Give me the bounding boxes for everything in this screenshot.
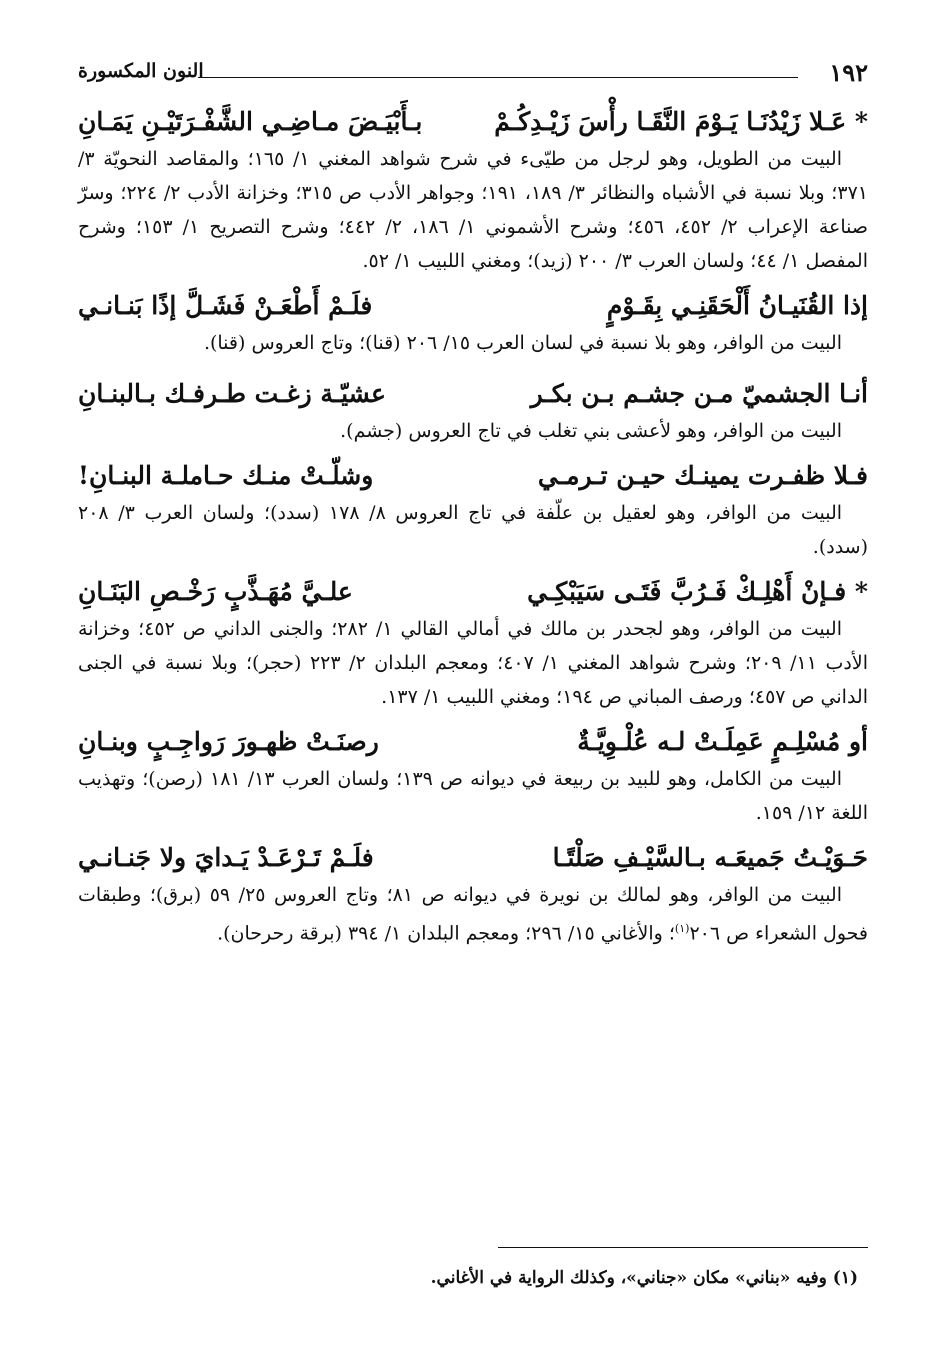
verse-line bbox=[78, 286, 868, 326]
verse-commentary bbox=[78, 878, 868, 950]
verse-second-hemistich: بـأَبْيَـضَ مـاضِـي الشَّفْـرَتَيْـنِ يَمَـانِ bbox=[78, 107, 423, 136]
footnote-rule bbox=[498, 1247, 868, 1248]
verse-first-hemistich: أنـا الجشميّ مـن جشـم بـن بكـر bbox=[530, 379, 868, 408]
verse-line bbox=[78, 456, 868, 496]
page-number: ١٩٢ bbox=[829, 58, 868, 87]
verse-line bbox=[78, 374, 868, 414]
verse-second-hemistich: علـيَّ مُهَـذَّبٍ رَخْـصِ البَنَـانِ bbox=[78, 577, 353, 606]
verse-line bbox=[78, 572, 868, 612]
verse-commentary: البيت من الطويل، وهو لرجل من طيّىء في شرح شواهد المغني ١/ ١٦٥؛ والمقاصد النحويّة ٣/ ٣٧١؛ وبلا نسبة في الأشباه والنظائر ٣/ ١٨٩، ١٩١؛ وجواهر الأدب ص ٣١٥؛ وخزانة الأدب ٢/ ٢٢٤؛ وسرّ صناعة الإعراب ٢/ ٤٥٢، ٤٥٦؛ وشرح الأشموني ١/ ١٨٦، ٢/ ٤٤٢؛ وشرح التصريح ١/ ١٥٣؛ وشرح المفصل ١/ ٤٤؛ ولسان العرب ٣/ ٢٠٠ (زيد)؛ ومغني اللبيب ١/ ٥٢. bbox=[78, 148, 869, 272]
verse-commentary: البيت من الوافر، وهو لعقيل بن علّفة في تاج العروس ٨/ ١٧٨ (سدد)؛ ولسان العرب ٣/ ٢٠٨ (سدد). bbox=[78, 502, 868, 558]
verse-second-hemistich: فلَـمْ تَـرْعَـدْ يَـدايَ ولا جَنـانـي bbox=[78, 843, 374, 872]
verse-commentary: البيت من الوافر، وهو لأعشى بني تغلب في تاج العروس (جشم). bbox=[340, 420, 842, 442]
verse-first-hemistich: * عَـلا زَيْدُنَـا يَـوْمَ النَّقَـا رأْسَ زَيْـدِكُـمْ bbox=[494, 107, 868, 136]
page-header bbox=[78, 60, 868, 88]
verse-commentary: البيت من الوافر، وهو لجحدر بن مالك في أمالي القالي ١/ ٢٨٢؛ والجنى الداني ص ٤٥٢؛ وخزانة الأدب ١١/ ٢٠٩؛ وشرح شواهد المغني ١/ ٤٠٧؛ ومعجم البلدان ٢/ ٢٢٣ (حجر)؛ وبلا نسبة في الجنى الداني ص ٤٥٧؛ ورصف المباني ص ١٩٤؛ ومغني اللبيب ١/ ١٣٧. bbox=[78, 618, 868, 708]
verse-line bbox=[78, 838, 868, 878]
verse-line bbox=[78, 722, 868, 762]
verse-line bbox=[78, 102, 868, 142]
footnote: (١) وفيه «بناني» مكان «جناني»، وكذلك الرواية في الأغاني. bbox=[430, 1268, 858, 1288]
verse-first-hemistich: حَـوَيْـتُ جَميعَـه بـالسَّيْـفِ صَلْتًـا bbox=[552, 843, 868, 872]
header-rule bbox=[198, 77, 798, 78]
verse-second-hemistich: فلَـمْ أَطْعَـنْ فَشَـلَّ إذًا بَنـانـي bbox=[78, 291, 373, 320]
verse-first-hemistich: * فـإنْ أَهْلِـكْ فَـرُبَّ فَتَـى سَيَبْكِـي bbox=[527, 577, 868, 606]
commentary-text: ؛ والأغاني ١٥/ ٢٩٦؛ ومعجم البلدان ١/ ٣٩٤ (برقة رحرحان). bbox=[217, 922, 675, 945]
verse-commentary: البيت من الكامل، وهو للبيد بن ربيعة في ديوانه ص ١٣٩؛ ولسان العرب ١٣/ ١٨١ (رصن)؛ وتهذيب اللغة ١٢/ ١٥٩. bbox=[78, 768, 868, 824]
footnote-marker: (١) bbox=[674, 922, 690, 935]
running-title: النون المكسورة bbox=[78, 60, 204, 82]
verse-first-hemistich: فـلا ظفـرت يمينـك حيـن تـرمـي bbox=[537, 461, 868, 490]
verse-second-hemistich: رصنَـتْ ظهـورَ رَواجِـبٍ وبنـانِ bbox=[78, 727, 379, 756]
page bbox=[78, 60, 868, 1340]
verse-first-hemistich: إذا القُنَيـانُ أَلْحَقَنِـي بِقَـوْمٍ bbox=[606, 291, 868, 320]
verse-first-hemistich: أو مُسْلِـمٍ عَمِلَـتْ لـه عُلْـوِيَّـةٌ bbox=[577, 727, 868, 756]
commentary-text: البيت من الوافر، وهو لمالك بن نويرة في ديوانه ص ٨١؛ وتاج العروس ٢٥/ ٥٩ (برق)؛ وطبقات فحول الشعراء ص ٢٠٦ bbox=[78, 884, 868, 945]
verse-second-hemistich: وشلّـتْ منـك حـاملـة البنـانِ! bbox=[78, 461, 374, 490]
verse-second-hemistich: عشيّـة زغـت طـرفـك بـالبنـانِ bbox=[78, 379, 386, 408]
verse-commentary: البيت من الوافر، وهو بلا نسبة في لسان العرب ١٥/ ٢٠٦ (قنا)؛ وتاج العروس (قنا). bbox=[203, 332, 842, 354]
